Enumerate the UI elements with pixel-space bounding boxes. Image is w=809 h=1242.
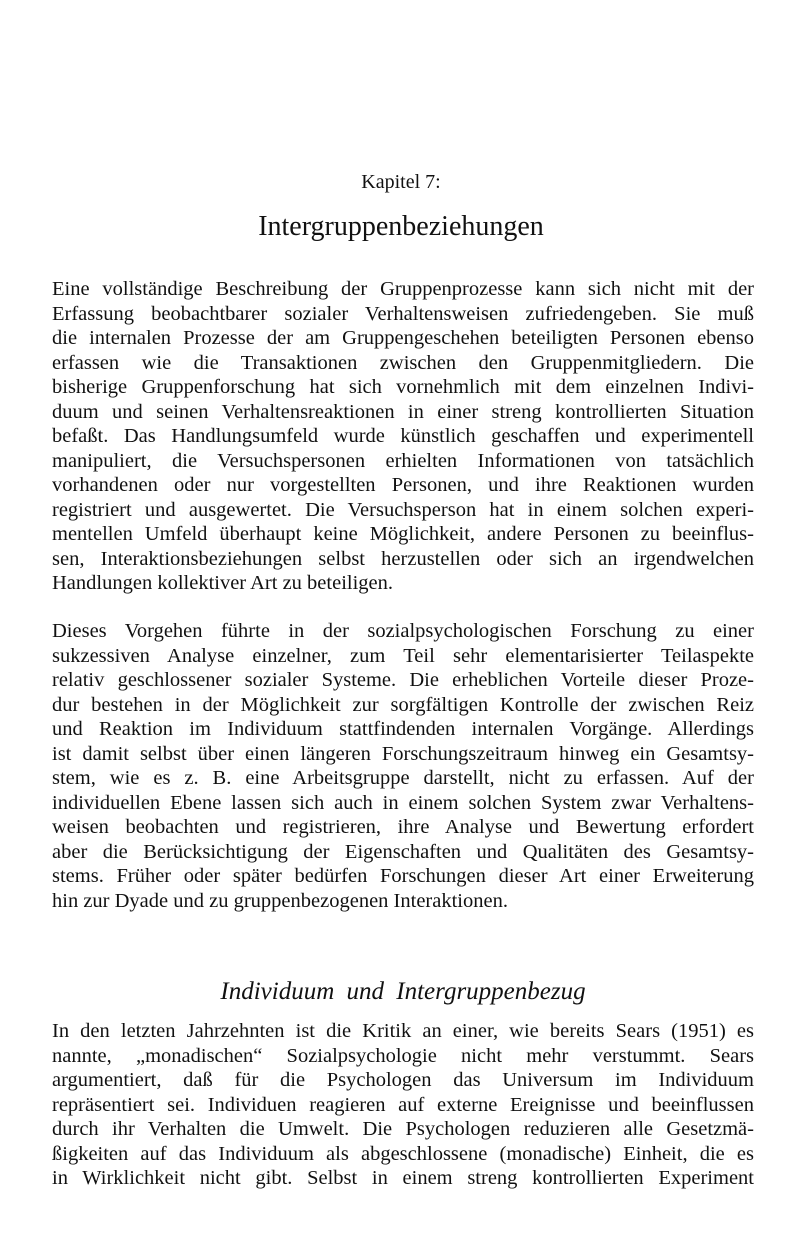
- text-line: nannte, „monadischen“ Sozialpsychologie nicht mehr verstummt. Sears: [52, 1044, 754, 1067]
- text-line: Handlungen kollektiver Art zu beteiligen.: [52, 572, 394, 594]
- text-line: repräsentiert sei. Individuen reagieren auf externe Ereignisse und beeinflussen: [52, 1093, 754, 1116]
- text-line: weisen beobachten und registrieren, ihre Analyse und Bewertung erfordert: [52, 816, 754, 838]
- text-line: argumentiert, daß für die Psychologen das Universum im Individuum: [52, 1069, 754, 1091]
- text-line: In den letzten Jahrzehnten ist die Kritik an einer, wie bereits Sears (1951) es: [52, 1020, 754, 1042]
- text-line: relativ geschlossener sozialer Systeme. Die erheblichen Vorteile dieser Proze-: [52, 669, 754, 691]
- text-line: Eine vollständige Beschreibung der Gruppenprozesse kann sich nicht mit der: [52, 278, 754, 300]
- text-line: individuellen Ebene lassen sich auch in einem solchen System zwar Verhaltens-: [52, 791, 754, 814]
- text-line: die internalen Prozesse der am Gruppengeschehen beteiligten Personen ebenso: [52, 327, 754, 349]
- text-line: und Reaktion im Individuum stattfindenden internalen Vorgänge. Allerdings: [52, 718, 754, 740]
- text-line: bisherige Gruppenforschung hat sich vornehmlich mit dem einzelnen Indivi-: [52, 376, 754, 398]
- paragraph-1: [52, 277, 754, 596]
- paragraph-2: [52, 619, 754, 913]
- text-line: manipuliert, die Versuchspersonen erhielten Informationen von tatsächlich: [52, 449, 754, 472]
- text-line: sen, Interaktionsbeziehungen selbst herzustellen oder sich an irgendwelchen: [52, 547, 754, 570]
- text-line: registriert und ausgewertet. Die Versuchsperson hat in einem solchen experi-: [52, 498, 754, 521]
- chapter-label: Kapitel 7:: [361, 171, 441, 193]
- text-line: erfassen wie die Transaktionen zwischen den Gruppenmitgliedern. Die: [52, 351, 754, 374]
- text-line: Dieses Vorgehen führte in der sozialpsychologischen Forschung zu einer: [52, 620, 754, 642]
- text-line: befaßt. Das Handlungsumfeld wurde künstlich geschaffen und experimentell: [52, 425, 754, 447]
- text-line: vorhandenen oder nur vorgestellten Personen, und ihre Reaktionen wurden: [52, 474, 754, 496]
- text-line: duum und seinen Verhaltensreaktionen in einer streng kontrollierten Situation: [52, 400, 754, 423]
- paragraph-3: [52, 1019, 754, 1191]
- text-line: in Wirklichkeit nicht gibt. Selbst in einem streng kontrollierten Experiment: [52, 1167, 754, 1189]
- text-line: Erfassung beobachtbarer sozialer Verhaltensweisen zufriedengeben. Sie muß: [52, 302, 754, 325]
- text-line: ßigkeiten auf das Individuum als abgeschlossene (monadische) Einheit, die es: [52, 1142, 754, 1165]
- text-line: mentellen Umfeld überhaupt keine Möglichkeit, andere Personen zu beeinflus-: [52, 523, 754, 545]
- text-line: dur bestehen in der Möglichkeit zur sorgfältigen Kontrolle der zwischen Reiz: [52, 693, 754, 716]
- text-line: ist damit selbst über einen längeren Forschungszeitraum hinweg ein Gesamtsy-: [52, 742, 754, 765]
- chapter-title: Intergruppenbeziehungen: [258, 211, 544, 242]
- text-line: stem, wie es z. B. eine Arbeitsgruppe darstellt, nicht zu erfassen. Auf der: [52, 767, 754, 789]
- text-line: durch ihr Verhalten die Umwelt. Die Psychologen reduzieren alle Gesetzmä-: [52, 1118, 754, 1140]
- section-heading: Individuum und Intergruppenbezug: [220, 978, 586, 1005]
- text-line: hin zur Dyade und zu gruppenbezogenen Interaktionen.: [52, 889, 508, 912]
- text-line: sukzessiven Analyse einzelner, zum Teil sehr elementarisierter Teilaspekte: [52, 644, 754, 667]
- text-line: aber die Berücksichtigung der Eigenschaften und Qualitäten des Gesamtsy-: [52, 840, 754, 863]
- text-line: stems. Früher oder später bedürfen Forschungen dieser Art einer Erweiterung: [52, 865, 754, 887]
